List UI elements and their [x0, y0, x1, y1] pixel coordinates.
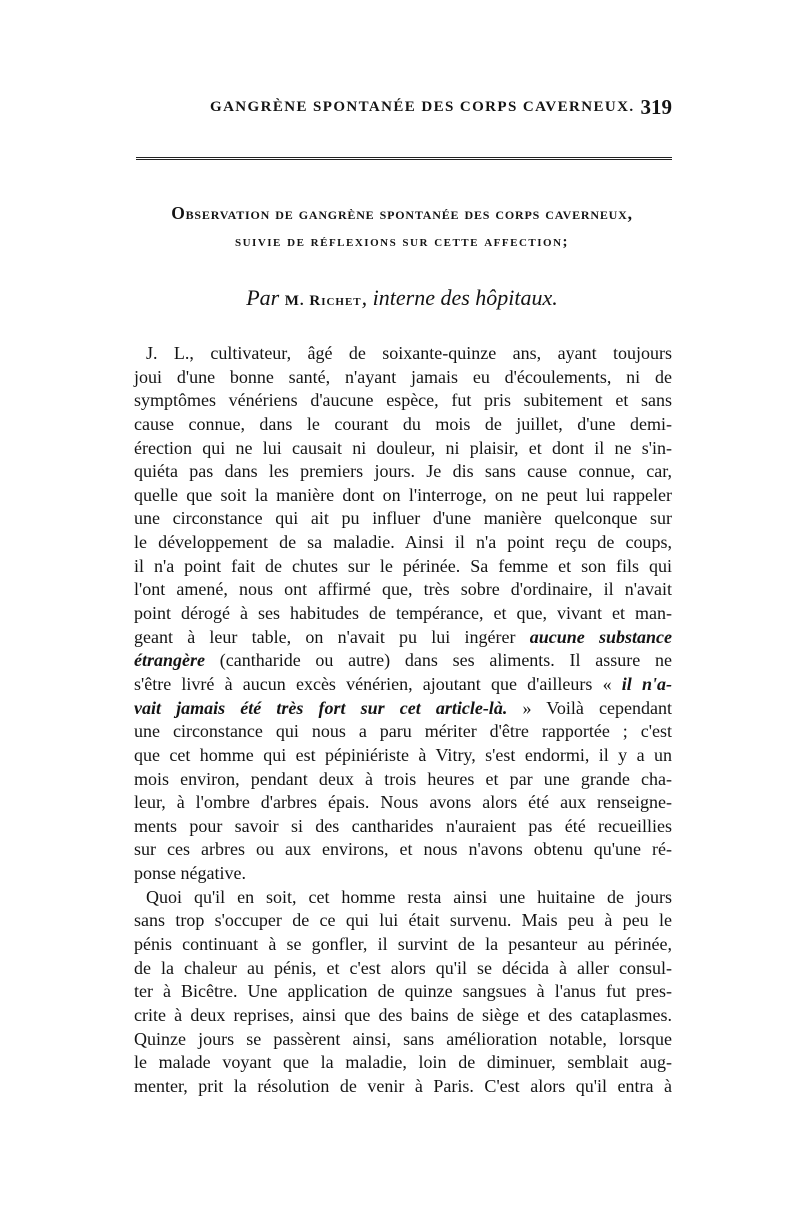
header-rule [136, 157, 672, 160]
text-line: ments pour savoir si des cantharides n'auraient pas été recueillies [134, 815, 672, 836]
title-line-2 [130, 234, 674, 251]
running-header [132, 97, 672, 123]
text-line: de la chaleur au pénis, et c'est alors qu'il se décida à aller consul- [134, 957, 672, 978]
text-line: quiéta pas dans les premiers jours. Je dis sans cause connue, car, [134, 461, 672, 482]
text-line [134, 649, 672, 673]
italic-phrase: vait jamais été très fort sur cet article-là. [134, 697, 508, 718]
text-line-segment: » Voilà cependant [507, 697, 672, 718]
text-line: une circonstance qui nous a paru mériter d'être rapportée ; c'est [134, 721, 672, 742]
text-line: symptômes vénériens d'aucune espèce, fut pris subitement et sans [134, 390, 672, 411]
byline-prefix: Par [246, 285, 285, 310]
text-line [134, 697, 672, 721]
text-line: érection qui ne lui causait ni douleur, ni plaisir, et dont il ne s'in- [134, 437, 672, 458]
text-line: point dérogé à ses habitudes de tempérance, et que, vivant et man- [134, 603, 672, 624]
text-line: Quinze jours se passèrent ainsi, sans amélioration notable, lorsque [134, 1028, 672, 1049]
text-line: le développement de sa maladie. Ainsi il n'a point reçu de coups, [134, 532, 672, 553]
title-line-2-text: suivie de réflexions sur cette affection; [234, 234, 570, 250]
text-line: Quoi qu'il en soit, cet homme resta ainsi une huitaine de jours [146, 886, 672, 907]
text-line: l'ont amené, nous ont affirmé que, très sobre d'ordinaire, il n'avait [134, 579, 672, 600]
text-line: J. L., cultivateur, âgé de soixante-quinze ans, ayant toujours [146, 343, 672, 363]
byline-suffix: , interne des hôpitaux. [361, 285, 558, 310]
body-text [134, 342, 672, 1099]
text-line: ponse négative. [134, 863, 246, 884]
text-line [134, 626, 672, 650]
text-line: joui d'une bonne santé, n'ayant jamais eu d'écoulements, ni de [134, 366, 672, 387]
byline [130, 285, 674, 311]
text-line: leur, à l'ombre d'arbres épais. Nous avons alors été aux renseigne- [134, 792, 672, 813]
text-line: sans trop s'occuper de ce qui lui était survenu. Mais peu à peu le [134, 910, 672, 931]
text-line: il n'a point fait de chutes sur le périnée. Sa femme et son fils qui [134, 555, 672, 576]
text-line: cause connue, dans le courant du mois de juillet, d'une demi- [134, 413, 672, 434]
text-line: que cet homme qui est pépiniériste à Vitry, s'est endormi, il y a un [134, 744, 672, 765]
text-line-segment: s'être livré à aucun excès vénérien, ajoutant que d'ailleurs « [134, 673, 622, 694]
text-line-segment: (cantharide ou autre) dans ses aliments. Il assure ne [205, 650, 672, 671]
article-title [130, 203, 674, 251]
byline-author: M. Richet [284, 293, 362, 309]
text-line [134, 673, 672, 697]
text-line: menter, prit la résolution de venir à Paris. C'est alors qu'il entra à [134, 1075, 672, 1096]
text-line: quelle que soit la manière dont on l'interroge, on ne peut lui rappeler [134, 484, 672, 505]
page-number: 319 [640, 95, 672, 119]
text-line: mois environ, pendant deux à trois heures et par une grande cha- [134, 768, 672, 789]
title-line-1 [130, 203, 674, 224]
title-line-1-text: Observation de gangrène spontanée des corps caverneux, [171, 203, 633, 223]
running-title: GANGRÈNE SPONTANÉE DES CORPS CAVERNEUX. [210, 99, 635, 115]
text-line: crite à deux reprises, ainsi que des bains de siège et des cataplasmes. [134, 1004, 672, 1025]
text-line: sur ces arbres ou aux environs, et nous n'avons obtenu qu'une ré- [134, 839, 672, 860]
text-line-segment: geant à leur table, on n'avait pu lui ingérer [134, 626, 530, 647]
text-line: pénis continuant à se gonfler, il survint de la pesanteur au périnée, [134, 934, 672, 955]
italic-phrase: aucune substance [529, 626, 672, 647]
italic-phrase: il n'a- [621, 673, 672, 694]
text-line: le malade voyant que la maladie, loin de diminuer, semblait aug- [134, 1052, 672, 1073]
italic-phrase: étrangère [134, 650, 205, 671]
text-line: ter à Bicêtre. Une application de quinze sangsues à l'anus fut pres- [134, 981, 672, 1002]
text-line: une circonstance qui ait pu influer d'une manière quelconque sur [134, 508, 672, 529]
